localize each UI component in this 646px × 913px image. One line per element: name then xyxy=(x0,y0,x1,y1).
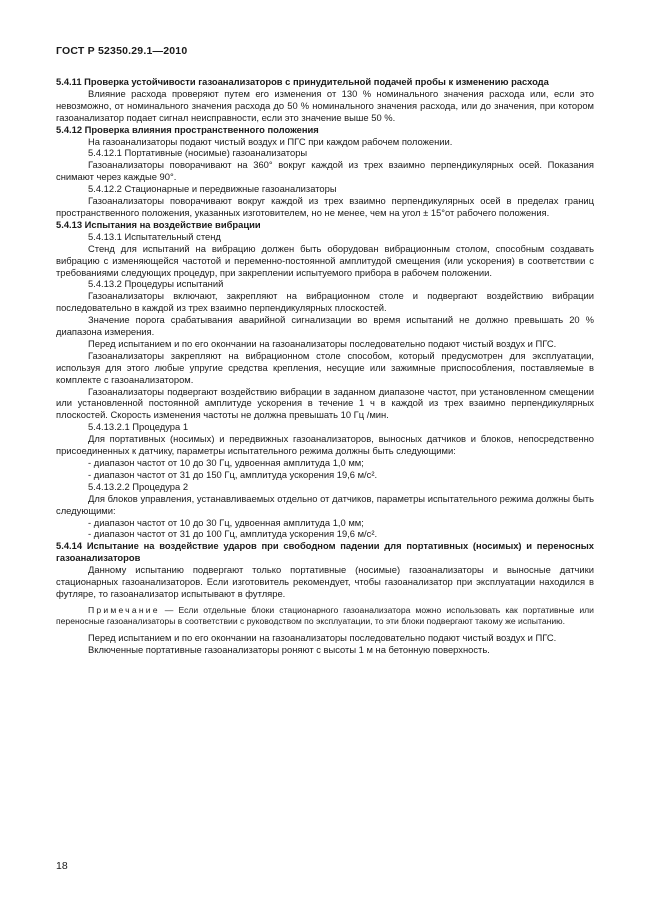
body-paragraph: 5.4.12.1 Портативные (носимые) газоанализаторы xyxy=(88,147,308,159)
section-heading: 5.4.13 Испытания на воздействие вибрации xyxy=(56,218,261,230)
body-paragraph: На газоанализаторы подают чистый воздух и ПГС при каждом рабочем положении. xyxy=(88,135,453,147)
section-heading: 5.4.12 Проверка влияния пространственного положения xyxy=(56,123,319,135)
body-paragraph: Стенд для испытаний на вибрацию должен быть оборудован вибрационным столом, способным создавать вибрацию с изменяющейся частотой и переменно-постоянной амплитудой смещения (или ускорения) в соответствии с требованиями следующих процедур, при закреплении испытуемого прибора в рабочем положении. xyxy=(56,242,594,278)
body-paragraph: 5.4.13.1 Испытательный стенд xyxy=(88,230,221,242)
body-paragraph: Газоанализаторы поворачивают вокруг каждой из трех взаимно перпендикулярных осей в пределах границ пространственного положения, указанных изготовителем, но не менее, чем на угол ± 15°от рабочего положения. xyxy=(56,195,594,218)
body-paragraph: 5.4.13.2 Процедуры испытаний xyxy=(88,278,224,290)
body-paragraph: - диапазон частот от 31 до 150 Гц, амплитуда ускорения 19,6 м/с². xyxy=(88,468,378,480)
body-paragraph: Для портативных (носимых) и передвижных газоанализаторов, выносных датчиков и блоков, непосредственно присоединенных к датчику, параметры испытательного режима должны быть следующими: xyxy=(56,433,594,457)
body-paragraph: Газоанализаторы закрепляют на вибрационном столе способом, который предусмотрен для эксплуатации, используя для этого любые упругие средства крепления, несущие или зажимные приспособления, поставляемые в комплекте с газоанализатором. xyxy=(56,349,594,385)
body-paragraph: - диапазон частот от 10 до 30 Гц, удвоенная амплитуда 1,0 мм; xyxy=(88,457,364,468)
body-paragraph: Для блоков управления, устанавливаемых отдельно от датчиков, параметры испытательного режима должны быть следующими: xyxy=(56,492,594,516)
body-paragraph: Газоанализаторы поворачивают на 360° вокруг каждой из трех взаимно перпендикулярных осей. Показания снимают через каждые 90°. xyxy=(56,159,594,183)
body-paragraph: Данному испытанию подвергают только портативные (носимые) газоанализаторы и выносные датчики стационарных газоанализаторов. Если изготовитель рекомендует, чтобы газоанализатор при эксплуатации находился в футляре, то газоанализатор испытывают в футляре. xyxy=(56,564,594,599)
body-paragraph: Влияние расхода проверяют путем его изменения от 130 % номинального значения расхода или, если это невозможно, от номинального значения расхода до 50 % номинального значения расхода, или до значения, при котором газоанализатор подает сигнал неисправности, если это значение выше 50 %. xyxy=(56,87,594,123)
body-paragraph: Перед испытанием и по его окончании на газоанализаторы последовательно подают чистый воздух и ПГС. xyxy=(88,337,557,349)
body-paragraph: Значение порога срабатывания аварийной сигнализации во время испытаний не должно превышать 20 % диапазона измерения. xyxy=(56,314,594,338)
note-paragraph xyxy=(56,605,594,627)
section-heading: 5.4.14 Испытание на воздействие ударов при свободном падении для портативных (носимых) и переносных газоанализаторов xyxy=(56,540,594,564)
body-paragraph: - диапазон частот от 31 до 100 Гц, амплитуда ускорения 19,6 м/с². xyxy=(88,528,378,540)
body-paragraph: - диапазон частот от 10 до 30 Гц, удвоенная амплитуда 1,0 мм; xyxy=(88,516,364,528)
page-number: 18 xyxy=(56,860,68,872)
section-heading: 5.4.11 Проверка устойчивости газоанализаторов с принудительной подачей пробы к изменению расхода xyxy=(56,76,549,87)
body-paragraph: Перед испытанием и по его окончании на газоанализаторы последовательно подают чистый воздух и ПГС. xyxy=(88,631,557,643)
body-paragraph: 5.4.13.2.1 Процедура 1 xyxy=(88,421,189,433)
document-header: ГОСТ Р 52350.29.1—2010 xyxy=(56,45,188,57)
document-body xyxy=(56,76,594,656)
note-label: Примечание xyxy=(88,604,160,615)
body-paragraph: 5.4.13.2.2 Процедура 2 xyxy=(88,480,189,492)
body-paragraph: 5.4.12.2 Стационарные и передвижные газоанализаторы xyxy=(88,183,337,195)
body-paragraph: Газоанализаторы включают, закрепляют на вибрационном столе и подвергают воздействию вибрации последовательно в каждой из трех взаимно перпендикулярных плоскостей. xyxy=(56,290,594,314)
note-text: — Если отдельные блоки стационарного газоанализатора можно использовать как портативные или переносные газоанализаторы в соответствии с руководством по эксплуатации, то эти блоки подвергают такому же испытанию. xyxy=(56,604,594,626)
body-paragraph: Газоанализаторы подвергают воздействию вибрации в заданном диапазоне частот, при установленном смещении или установленной постоянной амплитуде ускорения в течение 1 ч в каждой из трех взаимно перпендикулярных плоскостей. Скорость изменения частоты не должна превышать 10 Гц /мин. xyxy=(56,385,594,421)
body-paragraph: Включенные портативные газоанализаторы роняют с высоты 1 м на бетонную поверхность. xyxy=(88,643,490,655)
